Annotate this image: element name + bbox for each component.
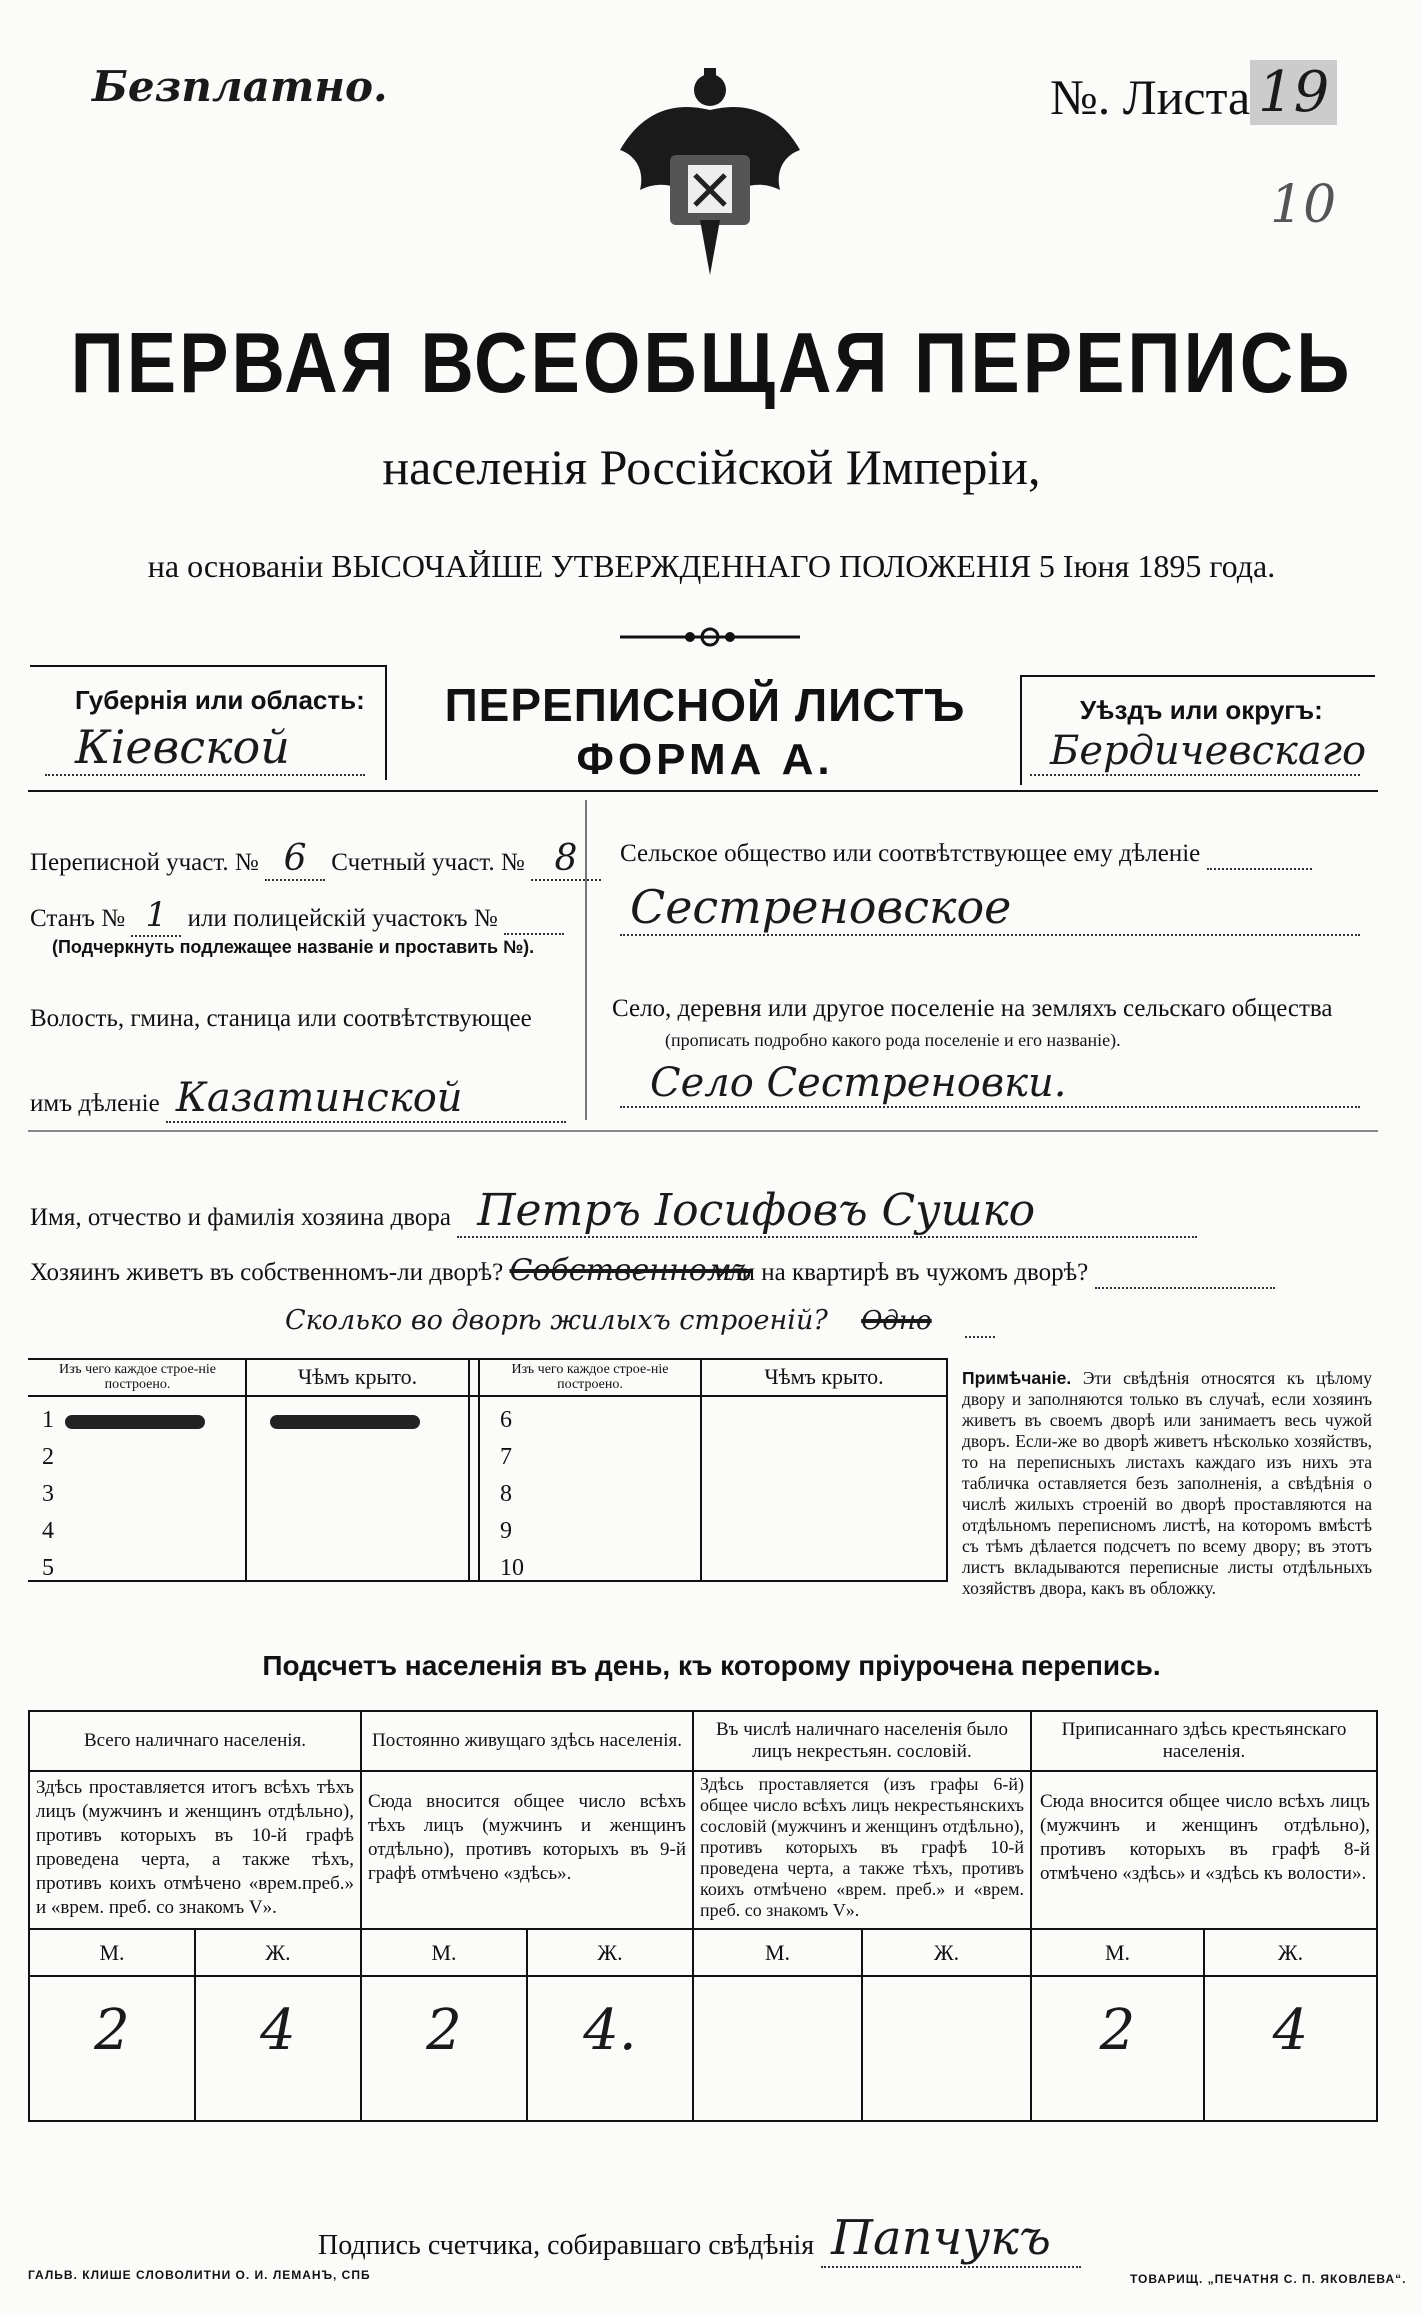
census-district-value: 6 (265, 838, 325, 881)
count-col1-head: Всего наличнаго населенія. (83, 1730, 307, 1751)
row-number: 3 (42, 1481, 54, 1507)
count-title: Подсчетъ населенія въ день, къ которому пріурочена перепись. (262, 1650, 1161, 1681)
form-type: ФОРМА А. (576, 735, 834, 784)
stan-label: Станъ № (30, 905, 126, 932)
buildings-row (285, 1305, 995, 1338)
row-number: 7 (500, 1444, 512, 1470)
volost-label: Волость, гмина, станица или соотвѣтствующее (30, 1005, 532, 1032)
row-number: 6 (500, 1407, 512, 1433)
owner-lives-value: Собственномъ (509, 1253, 752, 1288)
count-col3-f-value (863, 1980, 1030, 2080)
stan-value: 1 (131, 895, 181, 937)
uezd-label: Уѣздъ или округъ: (1080, 695, 1323, 725)
row-number: 10 (500, 1555, 524, 1581)
note-block (962, 1368, 1372, 1599)
row-number: 2 (42, 1444, 54, 1470)
buildings-rows-left (42, 1402, 54, 1587)
signature-label: Подпись счетчика, собиравшаго свѣдѣнія (318, 2230, 815, 2261)
buildings-col-built-right: Изъ чего каждое строе-ніе построено. (511, 1361, 669, 1392)
village-value: Село Сестреновки. (620, 1060, 1360, 1108)
legal-basis: на основаніи ВЫСОЧАЙШЕ УТВЕРЖДЕННАГО ПОЛОЖЕНІЯ 5 Іюня 1895 года. (147, 548, 1276, 584)
buildings-col-roof-left: Чѣмъ крыто. (297, 1363, 418, 1389)
owner-name-value: Петръ Іосифовъ Сушко (457, 1185, 1197, 1238)
gubernia-label: Губернія или область: (75, 685, 365, 715)
volost-value: Казатинской (166, 1075, 566, 1123)
count-col3-head: Въ числѣ наличнаго населенія было лицъ некрестьян. сословій. (715, 1719, 1009, 1762)
village-note: (прописать подробно какого рода поселеніе и его названіе). (665, 1030, 1121, 1050)
count-col2-f-label: Ж. (597, 1939, 623, 1965)
census-district-row (30, 838, 601, 881)
gubernia-value: Кіевской (45, 720, 365, 776)
count-col2-m-label: М. (431, 1939, 457, 1965)
free-label: Безплатно. (92, 62, 388, 111)
count-col1-desc: Здѣсь проставляется итогъ всѣхъ тѣхъ лицъ (мужчинъ и женщинъ отдѣльно), противъ которыхъ въ 10-й графѣ проведена черта, а также тѣхъ, противъ коихъ отмѣчено «врем.преб.» и «врем. преб. со знакомъ V». (36, 1777, 354, 1918)
count-col2-m-value: 2 (426, 1997, 462, 2063)
note-label: Примѣчаніе. (962, 1368, 1072, 1388)
buildings-rows-right (500, 1402, 524, 1587)
sheet-number-value: 19 (1250, 60, 1337, 125)
census-district-label: Переписной участ. № (30, 849, 259, 876)
count-district-label: Счетный участ. № (331, 849, 525, 876)
owner-or-label: или на квартирѣ въ чужомъ дворѣ? (715, 1259, 1089, 1286)
crossed-out-entry (65, 1415, 205, 1429)
note-text: Эти свѣдѣнія относятся къ цѣлому двору и заполняются только въ случаѣ, если хозяинъ живетъ въ своемъ дворѣ или занимаетъ весь чужой дворъ. Если-же во дворѣ живетъ нѣсколько хозяйствъ, то на переписныхъ листахъ каждаго изъ нихъ эта табличка оставляется безъ заполненія, а свѣдѣнія о числѣ жилыхъ строеній во дворѣ проставляются на отдѣльномъ переписномъ листѣ, на которомъ вмѣстѣ съ тѣмъ дѣлается подсчетъ по всему двору; въ этотъ листъ вкладываются переписные листы отдѣльныхъ хозяйствъ двора, какъ въ обложку. (962, 1368, 1372, 1598)
row-number: 8 (500, 1481, 512, 1507)
count-col1-f-value: 4 (260, 1997, 296, 2063)
crossed-out-entry (270, 1415, 420, 1429)
stan-row (30, 895, 564, 937)
form-subtitle: населенія Россійской Имперіи, (382, 439, 1041, 495)
society-label: Сельское общество или соотвѣтствующее ему дѣленіе (620, 840, 1201, 867)
police-label: или полицейскій участокъ № (187, 905, 498, 932)
count-col4-m-label: М. (1104, 1939, 1131, 1965)
form-sheet-title: ПЕРЕПИСНОЙ ЛИСТЪ (444, 679, 966, 731)
society-row (620, 840, 1312, 870)
sheet-number-label: №. Листа (1050, 69, 1251, 125)
underline-note: (Подчеркнуть подлежащее названіе и проставить №). (52, 937, 535, 957)
village-label: Село, деревня или другое поселеніе на земляхъ сельскаго общества (612, 995, 1333, 1022)
buildings-col-roof-right: Чѣмъ крыто. (764, 1363, 884, 1389)
owner-name-row (30, 1185, 1197, 1238)
owner-lives-label: Хозяинъ живетъ въ собственномъ-ли дворѣ? (30, 1259, 504, 1286)
printer-left: ГАЛЬВ. КЛИШЕ СЛОВОЛИТНИ О. И. ЛЕМАНЪ, СПБ (28, 2268, 371, 2282)
count-col4-f-label: Ж. (1277, 1939, 1304, 1965)
count-district-value: 8 (531, 838, 601, 881)
count-col2-f-value: 4. (583, 1997, 637, 2063)
society-value: Сестреновское (620, 880, 1360, 936)
volost-label-2: имъ дѣленіе (30, 1090, 160, 1117)
count-col1-m-label: М. (99, 1939, 125, 1965)
printer-right: ТОВАРИЩ. „ПЕЧАТНЯ С. П. ЯКОВЛЕВА“. (1130, 2272, 1407, 2286)
buildings-value: Одно (861, 1306, 932, 1336)
double-headed-eagle-emblem (600, 60, 820, 280)
count-col3-desc: Здѣсь проставляется (изъ графы 6-й) общее число всѣхъ лицъ некрестьянскихъ сословій (мужчинъ и женщинъ отдѣльно), противъ которыхъ въ графѣ 10-й проведена черта, а также тѣхъ, противъ коихъ отмѣчено «врем. преб.» и «врем. преб. со знакомъ V». (700, 1774, 1024, 1920)
count-col4-desc: Сюда вносится общее число всѣхъ лицъ (мужчинъ и женщинъ отдѣльно), противъ которыхъ въ графѣ 8-й отмѣчено «здѣсь» и «здѣсь къ волости». (1040, 1791, 1370, 1884)
count-col4-m-value: 2 (1099, 1997, 1136, 2063)
form-main-title: ПЕРВАЯ ВСЕОБЩАЯ ПЕРЕПИСЬ (70, 314, 1353, 411)
count-col1-f-label: Ж. (265, 1939, 291, 1965)
ornament-divider (620, 625, 800, 649)
row-number: 4 (42, 1518, 54, 1544)
signature-row (318, 2210, 1081, 2268)
row-number: 5 (42, 1555, 54, 1581)
volost-row (30, 1075, 566, 1123)
row-number: 1 (42, 1407, 54, 1433)
buildings-label: Сколько во дворѣ жилыхъ строеній? (285, 1305, 828, 1336)
count-col4-f-value: 4 (1272, 1997, 1309, 2063)
margin-mark: 10 (1270, 175, 1337, 235)
count-col3-m-value (694, 1980, 861, 2080)
row-number: 9 (500, 1518, 512, 1544)
uezd-value: Бердичевскаго (1030, 728, 1360, 776)
count-col4-head: Приписаннаго здѣсь крестьянскаго населенія. (1061, 1719, 1347, 1762)
owner-lives-row (30, 1253, 1275, 1289)
count-col3-m-label: М. (764, 1939, 791, 1965)
buildings-col-built-left: Изъ чего каждое строе-ніе построено. (59, 1361, 216, 1392)
owner-name-label: Имя, отчество и фамилія хозяина двора (30, 1204, 451, 1231)
signature-value: Папчукъ (821, 2210, 1081, 2268)
count-col3-f-label: Ж. (933, 1939, 960, 1965)
count-col1-m-value: 2 (94, 1997, 130, 2063)
count-col2-desc: Сюда вносится общее число всѣхъ тѣхъ лицъ (мужчинъ и женщинъ отдѣльно), противъ которыхъ въ 9-й графѣ отмѣчено «здѣсь». (368, 1791, 686, 1884)
count-col2-head: Постоянно живущаго здѣсь населенія. (372, 1730, 682, 1751)
